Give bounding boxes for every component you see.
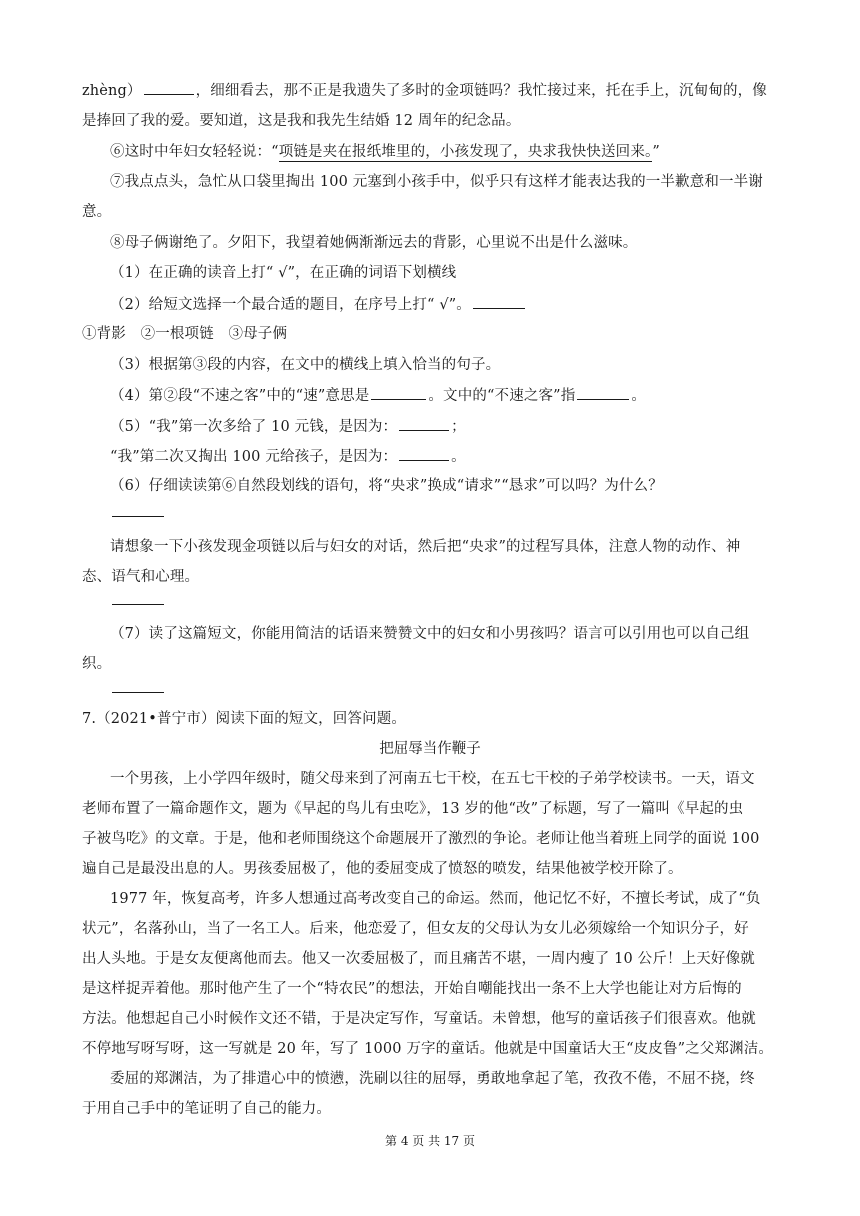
story-paragraph-2-cont <box>82 979 782 999</box>
story-text: 委屈的郑渊洁，为了排遣心中的愤懑，洗刷以往的屈辱，勇敢地拿起了笔，孜孜不倦，不屈不挠，终 <box>110 1071 755 1087</box>
paragraph-6 <box>110 142 782 162</box>
answer-line <box>110 590 782 611</box>
story-paragraph-2-cont <box>82 1039 782 1059</box>
question-1 <box>110 263 782 283</box>
question-text: （6）仔细读读第⑥自然段划线的语句，将“央求”换成“请求”“恳求”可以吗？为什么？ <box>110 478 663 494</box>
question-4 <box>110 385 782 406</box>
passage-text: 是捧回了我的爱。要知道，这是我和我先生结婚 12 周年的纪念品。 <box>82 113 521 129</box>
answer-blank[interactable] <box>473 294 525 309</box>
passage-text: ⑥这时中年妇女轻轻说：“ <box>110 144 279 160</box>
passage-line <box>82 80 782 101</box>
paragraph-8 <box>110 233 782 253</box>
question-text: （7）读了这篇短文，你能用简洁的话语来赞赞文中的妇女和小男孩吗？语言可以引用也可以自己组 <box>110 626 750 642</box>
question-text: 。 <box>451 449 466 465</box>
story-text: 不停地写呀写呀，这一写就是 20 年，写了 1000 万字的童话。他就是中国童话大王“皮皮鲁”之父郑渊洁。 <box>82 1041 774 1057</box>
question-2-options <box>82 324 782 344</box>
answer-blank[interactable] <box>399 446 449 461</box>
paragraph-7 <box>110 172 782 192</box>
story-paragraph-3 <box>110 1069 782 1089</box>
paragraph-7-cont <box>82 202 782 222</box>
story-paragraph-2-cont <box>82 1009 782 1029</box>
story-text: 状元”，名落孙山，当了一名工人。后来，他恋爱了，但女友的父母认为女儿必须嫁给一个知识分子，好 <box>82 921 749 937</box>
answer-blank[interactable] <box>112 590 164 605</box>
question-text: （1）在正确的读音上打“ √”，在正确的词语下划横线 <box>110 265 457 281</box>
answer-blank[interactable] <box>577 385 629 400</box>
answer-line <box>110 502 782 523</box>
question-5-line2 <box>110 446 782 467</box>
answer-blank[interactable] <box>371 385 426 400</box>
question-7-cont <box>82 654 782 674</box>
question-6 <box>110 476 782 496</box>
question-2 <box>110 294 782 315</box>
story-title: 把屈辱当作鞭子 <box>379 741 481 757</box>
options-text: ①背影 ②一根项链 ③母子俩 <box>82 326 288 342</box>
section-7-header <box>82 709 782 729</box>
question-3 <box>110 355 782 375</box>
story-text: 方法。他想起自己小时候作文还不错，于是决定写作，写童话。未曾想，他写的童话孩子们很喜欢。他就 <box>82 1011 756 1027</box>
question-text: 。 <box>631 388 647 404</box>
passage-text: ” <box>652 144 660 160</box>
story-text: 于用自己手中的笔证明了自己的能力。 <box>82 1101 332 1117</box>
story-paragraph-3-cont <box>82 1099 782 1119</box>
question-text: （3）根据第③段的内容，在文中的横线上填入恰当的句子。 <box>110 357 501 373</box>
question-text: （2）给短文选择一个最合适的题目，在序号上打“ √”。 <box>110 297 471 313</box>
answer-blank[interactable] <box>399 416 449 431</box>
answer-blank[interactable] <box>144 80 194 95</box>
question-text: 态、语气和心理。 <box>82 569 200 585</box>
pinyin-text: zhèng） <box>82 83 142 99</box>
story-text: 一个男孩，上小学四年级时，随父母来到了河南五七干校，在五七干校的子弟学校读书。一天，语文 <box>110 771 755 787</box>
page-number: 第 4 页 共 17 页 <box>385 1134 475 1148</box>
answer-blank[interactable] <box>112 678 164 693</box>
passage-text: ，细细看去，那不正是我遗失了多时的金项链吗？我忙接过来，托在手上，沉甸甸的，像 <box>195 83 767 99</box>
passage-text: ⑧母子俩谢绝了。夕阳下，我望着她俩渐渐远去的背影，心里说不出是什么滋味。 <box>110 235 638 251</box>
story-text: 遍自己是最没出息的人。男孩委屈极了，他的委屈变成了愤怒的喷发，结果他被学校开除了。 <box>82 861 683 877</box>
answer-blank[interactable] <box>112 502 164 517</box>
story-paragraph-2 <box>110 889 782 909</box>
story-paragraph-1-cont <box>82 799 782 819</box>
question-text: ； <box>451 419 466 435</box>
story-text: 是这样捉弄着他。那时他产生了一个“特农民”的想法，开始自嘲能找出一条不上大学也能让对方后悔的 <box>82 981 742 997</box>
passage-line <box>82 111 782 131</box>
question-text: 7.（2021•普宁市）阅读下面的短文，回答问题。 <box>82 711 407 727</box>
question-text: （4）第②段“不速之客”中的“速”意思是 <box>110 388 370 404</box>
answer-line <box>110 678 782 699</box>
story-paragraph-1-cont <box>82 829 782 849</box>
writing-prompt-cont <box>82 567 782 587</box>
writing-prompt <box>110 537 782 557</box>
story-text: 出人头地。于是女友便离他而去。他又一次委屈极了，而且痛苦不堪，一周内瘦了 10 公斤！上天好像就 <box>82 951 755 967</box>
story-text: 老师布置了一篇命题作文，题为《早起的鸟儿有虫吃》，13 岁的他“改”了标题，写了一篇叫《早起的虫 <box>82 801 744 817</box>
passage-text: ⑦我点点头，急忙从口袋里掏出 100 元塞到小孩手中，似乎只有这样才能表达我的一半歉意和一半谢 <box>110 174 763 190</box>
question-text: 。文中的“不速之客”指 <box>428 388 576 404</box>
story-paragraph-2-cont <box>82 949 782 969</box>
story-paragraph-2-cont <box>82 919 782 939</box>
question-text: 织。 <box>82 656 112 672</box>
question-text: “我”第二次又掏出 100 元给孩子，是因为： <box>110 449 398 465</box>
underlined-sentence: 项链是夹在报纸堆里的，小孩发现了，央求我快快送回来。 <box>278 144 653 160</box>
passage-text: 意。 <box>82 204 112 220</box>
story-text: 子被鸟吃》的文章。于是，他和老师围绕这个命题展开了激烈的争论。老师让他当着班上同学的面说 100 <box>82 831 760 847</box>
story-paragraph-1-cont <box>82 859 782 879</box>
question-7 <box>110 624 782 644</box>
story-text: 1977 年，恢复高考，许多人想通过高考改变自己的命运。然而，他记忆不好，不擅长考试，成了“负 <box>110 891 761 907</box>
question-text: （5）“我”第一次多给了 10 元钱，是因为： <box>110 419 398 435</box>
question-5-line1 <box>110 416 782 437</box>
question-text: 请想象一下小孩发现金项链以后与妇女的对话，然后把“央求”的过程写具体，注意人物的动作、神 <box>110 539 741 555</box>
story-paragraph-1 <box>110 769 782 789</box>
